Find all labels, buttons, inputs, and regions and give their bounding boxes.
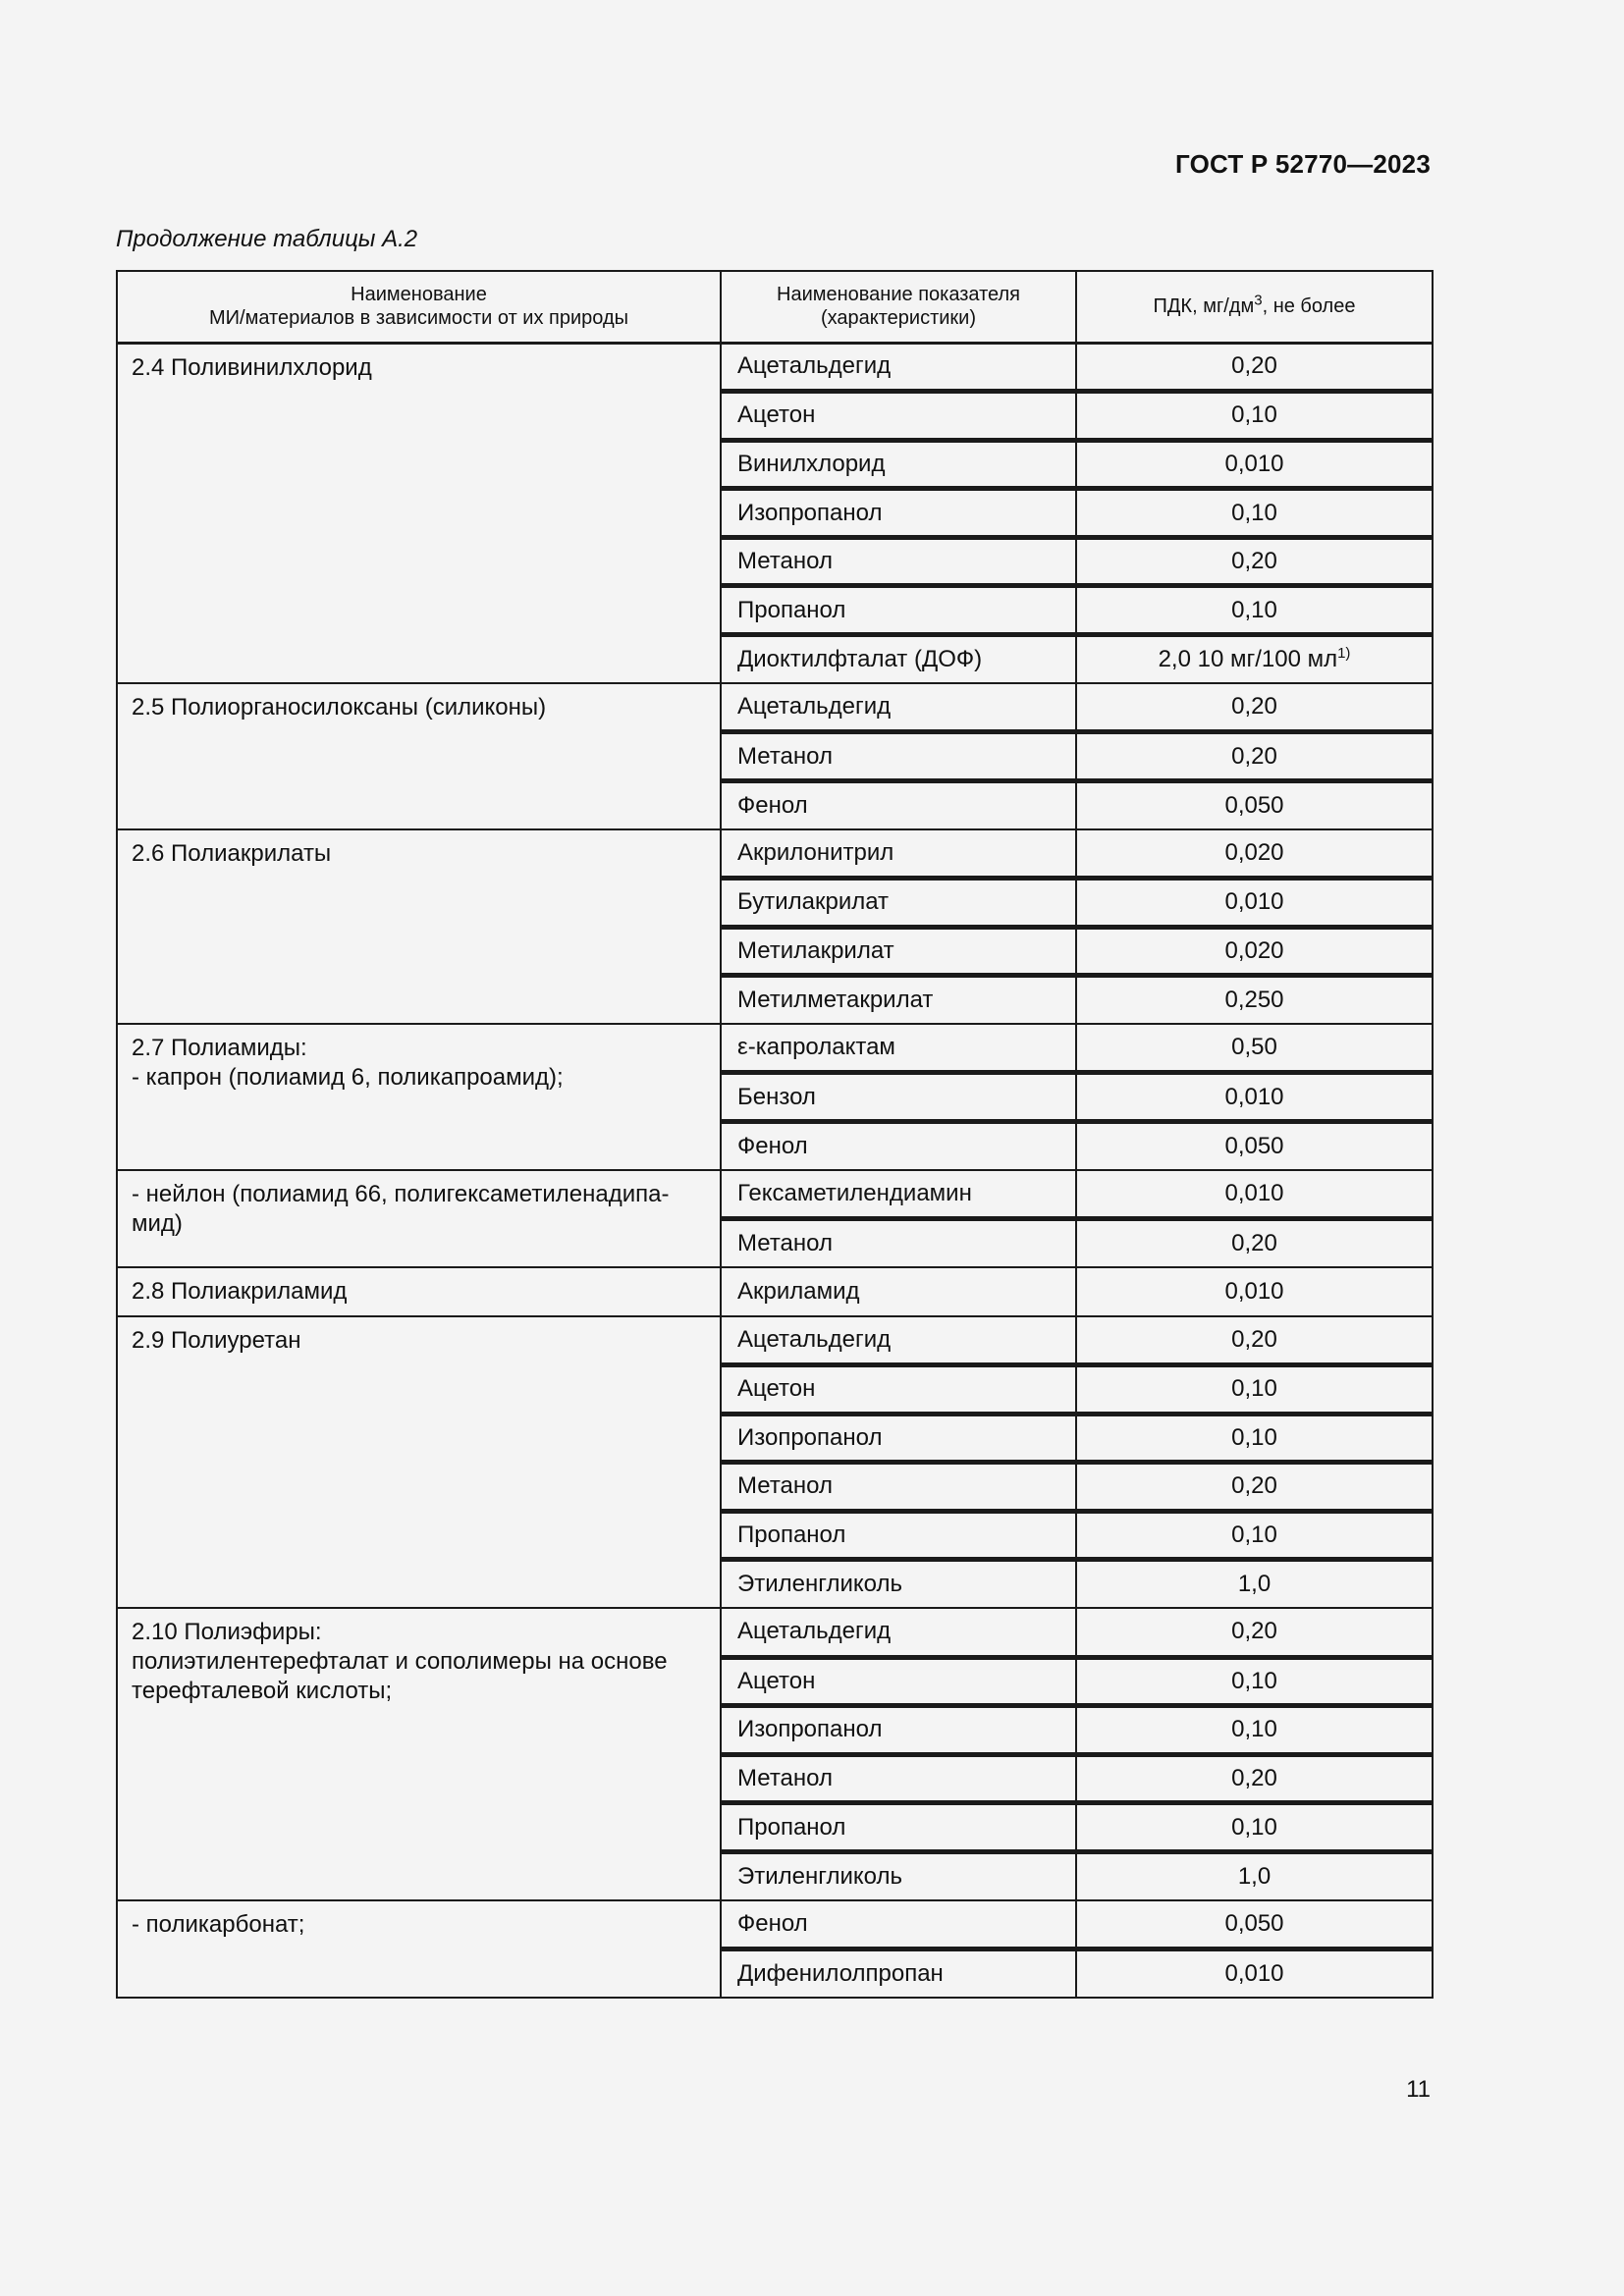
value-text: 0,20 xyxy=(1231,1618,1277,1645)
value-text: 0,010 xyxy=(1224,1083,1284,1110)
value-text: 0,20 xyxy=(1231,1765,1277,1792)
value-cell xyxy=(1076,976,1433,1025)
value-cell xyxy=(1076,392,1433,441)
value-cell xyxy=(1076,1657,1433,1706)
value-cell xyxy=(1076,683,1433,732)
value-text: 0,020 xyxy=(1224,936,1284,964)
value-text: 1,0 xyxy=(1237,1571,1272,1598)
value-cell xyxy=(1076,1706,1433,1755)
value-text: 0,010 xyxy=(1224,888,1284,916)
value-cell xyxy=(1076,635,1433,684)
value-text: 0,20 xyxy=(1231,1230,1277,1257)
indicator-cell: Гексаметилендиамин xyxy=(721,1170,1076,1219)
value-text: 0,050 xyxy=(1224,1910,1284,1938)
indicator-cell: Пропанол xyxy=(721,1511,1076,1560)
indicator-cell: ε-капролактам xyxy=(721,1024,1076,1073)
value-cell xyxy=(1076,1511,1433,1560)
value-cell xyxy=(1076,1803,1433,1852)
value-text: 0,050 xyxy=(1224,1133,1284,1160)
value-text: 0,20 xyxy=(1231,548,1277,575)
value-cell xyxy=(1076,440,1433,489)
table-row xyxy=(117,1316,1433,1365)
indicator-cell: Фенол xyxy=(721,780,1076,829)
material-cell xyxy=(117,683,721,829)
value-cell xyxy=(1076,1364,1433,1414)
value-cell xyxy=(1076,537,1433,586)
value-text: 0,20 xyxy=(1231,693,1277,721)
value-text: 2,0 10 мг/100 мл xyxy=(1158,646,1338,673)
header-mpc: ПДК, $мг/дм^3$, не более xyxy=(1076,271,1433,343)
material-line: 2.6 Полиакрилаты xyxy=(132,839,332,867)
material-line: мид) xyxy=(132,1210,183,1238)
indicator-cell: Метанол xyxy=(721,732,1076,781)
limits-table xyxy=(116,270,1434,1999)
indicator-cell: Ацетон xyxy=(721,1364,1076,1414)
indicator-cell: Фенол xyxy=(721,1900,1076,1949)
value-text: 0,010 xyxy=(1224,1180,1284,1207)
header-indicator: Наименование показателя (характеристики) xyxy=(721,271,1076,343)
material-line: 2.10 Полиэфиры: xyxy=(132,1619,322,1646)
material-cell xyxy=(117,1267,721,1316)
indicator-cell: Метанол xyxy=(721,537,1076,586)
indicator-cell: Метилакрилат xyxy=(721,927,1076,976)
material-line: 2.4 Поливинилхлорид xyxy=(132,353,372,381)
material-cell xyxy=(117,1900,721,1998)
indicator-cell: Ацетальдегид xyxy=(721,1316,1076,1365)
value-cell xyxy=(1076,1219,1433,1268)
value-cell xyxy=(1076,1949,1433,1999)
indicator-cell: Ацетальдегид xyxy=(721,343,1076,392)
indicator-cell: Фенол xyxy=(721,1122,1076,1171)
value-cell xyxy=(1076,879,1433,928)
table-body xyxy=(117,343,1433,1998)
table-row xyxy=(117,1900,1433,1949)
value-text: 0,50 xyxy=(1231,1034,1277,1061)
indicator-cell: Акрилонитрил xyxy=(721,829,1076,879)
value-cell xyxy=(1076,1170,1433,1219)
value-cell xyxy=(1076,1122,1433,1171)
value-text: 0,10 xyxy=(1231,1667,1277,1694)
value-text: 0,10 xyxy=(1231,499,1277,526)
header-material: Наименование МИ/материалов в зависимости от их природы xyxy=(117,271,721,343)
standard-code: ГОСТ Р 52770—2023 xyxy=(1175,149,1431,179)
value-text: 1,0 xyxy=(1237,1862,1272,1890)
material-line: - нейлон (полиамид 66, полигексаметиленадипа- xyxy=(132,1181,670,1208)
table-row xyxy=(117,1608,1433,1657)
material-line: 2.7 Полиамиды: xyxy=(132,1035,307,1062)
material-cell xyxy=(117,343,721,683)
indicator-cell: Этиленгликоль xyxy=(721,1560,1076,1609)
table-continuation-caption: Продолжение таблицы А.2 xyxy=(116,226,418,252)
indicator-cell: Винилхлорид xyxy=(721,440,1076,489)
material-cell xyxy=(117,1316,721,1609)
value-cell xyxy=(1076,343,1433,392)
indicator-cell: Этиленгликоль xyxy=(721,1851,1076,1900)
value-cell xyxy=(1076,927,1433,976)
value-text: 0,10 xyxy=(1231,1522,1277,1549)
value-cell xyxy=(1076,829,1433,879)
indicator-cell: Метанол xyxy=(721,1463,1076,1512)
indicator-cell: Пропанол xyxy=(721,586,1076,635)
indicator-cell: Изопропанол xyxy=(721,1706,1076,1755)
indicator-cell: Бензол xyxy=(721,1073,1076,1122)
value-cell xyxy=(1076,1560,1433,1609)
value-cell xyxy=(1076,1024,1433,1073)
material-line: полиэтилентерефталат и сополимеры на основе xyxy=(132,1648,668,1676)
material-cell xyxy=(117,1024,721,1170)
material-line: 2.5 Полиорганосилоксаны (силиконы) xyxy=(132,694,547,721)
table-row xyxy=(117,343,1433,392)
value-cell xyxy=(1076,1267,1433,1316)
material-line: - капрон (полиамид 6, поликапроамид); xyxy=(132,1064,564,1092)
indicator-cell: Ацетон xyxy=(721,1657,1076,1706)
value-cell xyxy=(1076,1414,1433,1463)
footnote-ref: 1) xyxy=(1337,645,1351,663)
indicator-cell: Ацетон xyxy=(721,392,1076,441)
table-header xyxy=(117,271,1433,343)
indicator-cell: Пропанол xyxy=(721,1803,1076,1852)
value-text: 0,10 xyxy=(1231,401,1277,429)
value-cell xyxy=(1076,489,1433,538)
material-line: 2.9 Полиуретан xyxy=(132,1326,301,1354)
table-row xyxy=(117,1170,1433,1219)
indicator-cell: Акриламид xyxy=(721,1267,1076,1316)
table-row xyxy=(117,683,1433,732)
value-text: 0,20 xyxy=(1231,742,1277,770)
table-row xyxy=(117,1024,1433,1073)
material-line: 2.8 Полиакриламид xyxy=(132,1278,348,1306)
material-cell xyxy=(117,1170,721,1267)
material-cell xyxy=(117,829,721,1024)
value-text: 0,10 xyxy=(1231,1375,1277,1403)
indicator-cell: Дифенилолпропан xyxy=(721,1949,1076,1999)
indicator-cell: Изопропанол xyxy=(721,1414,1076,1463)
value-text: 0,20 xyxy=(1231,1472,1277,1500)
value-text: 0,10 xyxy=(1231,1813,1277,1841)
indicator-cell: Ацетальдегид xyxy=(721,1608,1076,1657)
value-cell xyxy=(1076,1754,1433,1803)
value-cell xyxy=(1076,732,1433,781)
value-cell xyxy=(1076,586,1433,635)
value-text: 0,20 xyxy=(1231,1325,1277,1353)
value-cell xyxy=(1076,1073,1433,1122)
value-cell xyxy=(1076,1608,1433,1657)
material-cell xyxy=(117,1608,721,1900)
value-text: 0,010 xyxy=(1224,450,1284,477)
indicator-cell: Ацетальдегид xyxy=(721,683,1076,732)
table-row xyxy=(117,1267,1433,1316)
value-text: 0,020 xyxy=(1224,838,1284,866)
value-text: 0,10 xyxy=(1231,1423,1277,1451)
value-text: 0,10 xyxy=(1231,1716,1277,1743)
indicator-cell: Изопропанол xyxy=(721,489,1076,538)
value-text: 0,010 xyxy=(1224,1960,1284,1988)
indicator-cell: Диоктилфталат (ДОФ) xyxy=(721,635,1076,684)
indicator-cell: Метилметакрилат xyxy=(721,976,1076,1025)
indicator-cell: Метанол xyxy=(721,1219,1076,1268)
value-text: 0,010 xyxy=(1224,1278,1284,1306)
material-line: - поликарбонат; xyxy=(132,1911,305,1938)
table-row xyxy=(117,829,1433,879)
value-text: 0,20 xyxy=(1231,352,1277,380)
value-text: 0,050 xyxy=(1224,791,1284,819)
indicator-cell: Метанол xyxy=(721,1754,1076,1803)
value-cell xyxy=(1076,1463,1433,1512)
value-cell xyxy=(1076,1900,1433,1949)
value-cell xyxy=(1076,1851,1433,1900)
page-number: 11 xyxy=(1406,2076,1431,2103)
value-cell xyxy=(1076,780,1433,829)
indicator-cell: Бутилакрилат xyxy=(721,879,1076,928)
material-line: терефталевой кислоты; xyxy=(132,1678,393,1705)
value-cell xyxy=(1076,1316,1433,1365)
value-text: 0,10 xyxy=(1231,596,1277,623)
value-text: 0,250 xyxy=(1224,987,1284,1014)
